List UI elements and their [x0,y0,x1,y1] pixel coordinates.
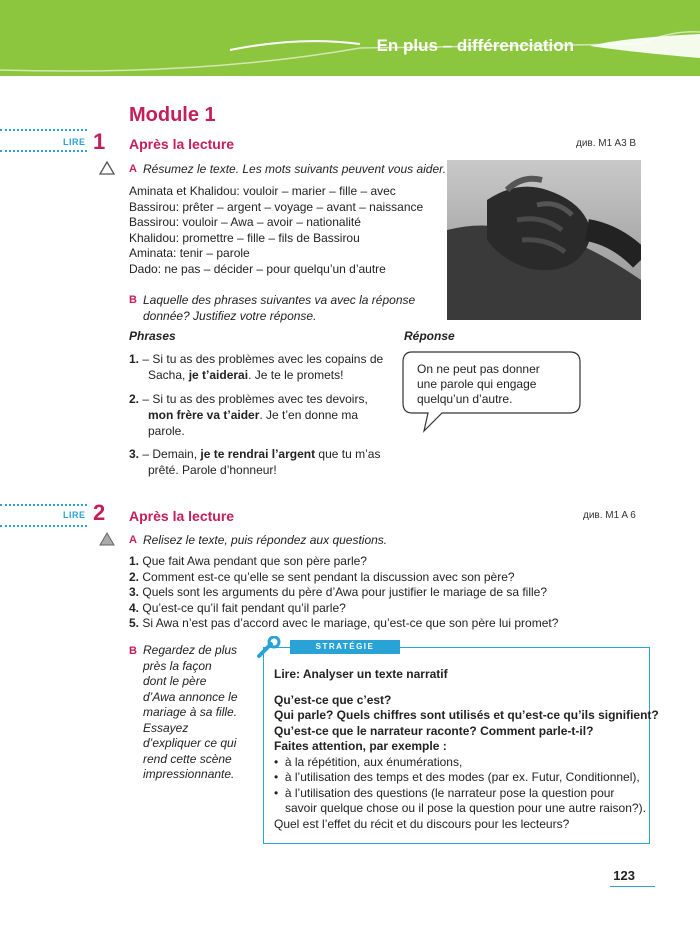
clasped-hands-photo [447,160,641,320]
question-number: 1. [129,554,140,568]
page-number-rule [610,886,655,887]
phrase-number: 2. [129,392,140,406]
phrases-heading: Phrases [129,329,176,343]
phrase-text: parole. [148,424,185,438]
b-line: d’Awa annonce le [143,689,238,704]
section1-dotted-line [0,129,87,131]
b-line: près la façon [143,658,212,673]
header-swoosh-icon [590,34,700,58]
bubble-line: On ne peut pas donner [417,362,540,376]
phrase-item [129,446,380,478]
section2-tag: LIRE [63,510,86,520]
phrase-text: . Je t’en donne ma [259,408,359,422]
b-line: mariage à sa fille. [143,705,238,719]
section2-number: 2 [93,500,106,525]
question-text: Comment est-ce qu’elle se sent pendant la discussion avec son père? [142,569,515,584]
section2-a-letter: A [129,534,137,546]
phrase-text: que tu m’as [315,447,381,461]
phrase-number: 1. [129,352,140,366]
bullet-text: à la répétition, aux énumérations, [284,754,463,769]
phrase-item [129,351,383,383]
reponse-heading: Réponse [404,329,455,343]
section1-ref: див. M1 A3 B [576,138,637,149]
question-number: 5. [129,616,140,630]
strategy-bullet: • à l’utilisation des questions (le narrateur pose la question pour [274,785,615,800]
question-text: Qu’est-ce qu’il fait pendant qu’il parle? [142,600,346,615]
question-list [129,554,558,632]
section1-title: Après la lecture [129,136,235,152]
module-title: Module 1 [129,104,216,126]
page-number: 123 [613,868,635,883]
section2-title: Après la lecture [129,508,235,524]
section2-b-instruction [143,643,238,783]
bullet-text: à l’utilisation des questions (le narrateur pose la question pour [284,785,615,800]
section1-b-instruction [143,293,415,324]
b-line: dont le père [143,674,207,688]
question-item [129,554,558,570]
header-title: En plus – différenciation [376,36,574,55]
bullet-continuation: savoir quelque chose ou il pose la question pour une autre raison?). [285,801,646,815]
question-item [129,585,558,601]
b-line: Essayez [143,720,189,735]
question-item [129,601,558,617]
section1-number: 1 [93,129,106,154]
word-list-item: Bassirou: prêter – argent – voyage – avant – naissance [129,199,424,214]
b-line: impressionnante. [143,767,235,781]
phrase-item [129,391,368,439]
triangle-filled-icon [99,532,115,546]
triangle-icon [99,161,115,175]
section2-dotted-line [0,504,87,506]
strategy-bold-line: Qu’est-ce que le narrateur raconte? Comment parle-t-il? [274,723,594,738]
section1-b-letter: B [129,294,137,306]
section2-dotted-line-bottom [0,525,87,527]
phrase-number: 3. [129,447,140,461]
question-number: 3. [129,585,140,599]
phrase-bold: mon frère va t’aider [148,408,260,422]
header-decoration [0,0,700,76]
bullet-text: à l’utilisation des temps et des modes (par ex. Futur, Conditionnel), [284,770,640,784]
question-text: Que fait Awa pendant que son père parle? [142,554,367,568]
strategy-closing: Quel est l’effet du récit et du discours pour les lecteurs? [274,816,570,831]
word-list-item: Dado: ne pas – décider – pour quelqu’un d’autre [129,261,386,276]
strategy-bullet: • à l’utilisation des temps et des modes (par ex. Futur, Conditionnel), [274,770,640,784]
strategy-title: Lire: Analyser un texte narratif [274,667,448,681]
b-line: rend cette scène [143,751,232,766]
wrench-icon [255,636,285,660]
phrase-text: – Demain, [142,447,201,461]
strategy-badge: STRATÉGIE [290,640,400,654]
strategy-content [274,667,659,832]
question-number: 4. [129,600,140,615]
strategy-bold-line: Qui parle? Quels chiffres sont utilisés et qu’est-ce qu’ils signifient? [274,708,659,722]
phrase-text: prêté. Parole d’honneur! [148,463,277,477]
b-line: Regardez de plus [143,643,238,657]
b-instruction-line: donnée? Justifiez votre réponse. [143,308,317,323]
phrase-bold: je t’aiderai [188,368,249,382]
phrase-text: Sacha, [148,368,189,382]
section1-dotted-line-bottom [0,150,87,152]
section2-b-letter: B [129,645,137,657]
section1-tag: LIRE [63,137,86,147]
strategy-bold-line: Faites attention, par exemple : [274,739,447,753]
phrase-bold: je te rendrai l’argent [200,447,316,461]
section2-ref: див. M1 A 6 [583,510,636,521]
b-line: d’expliquer ce qui [143,736,237,750]
section2-a-instruction: Relisez le texte, puis répondez aux questions. [143,533,388,547]
word-list [129,184,423,277]
bubble-text [417,362,540,407]
phrase-text: . Je te le promets! [248,368,344,382]
section1-a-instruction: Résumez le texte. Les mots suivants peuvent vous aider. [143,162,447,176]
question-number: 2. [129,569,140,584]
word-list-item: Aminata: tenir – parole [129,246,250,260]
question-text: Si Awa n’est pas d’accord avec le mariage, qu’est-ce que son père lui promet? [142,616,559,630]
bubble-line: quelqu’un d’autre. [417,392,513,406]
section1-a-letter: A [129,163,137,175]
b-instruction-line: Laquelle des phrases suivantes va avec la réponse [143,293,416,307]
question-item [129,616,558,632]
strategy-bullet: • à la répétition, aux énumérations, [274,754,463,769]
word-list-item: Aminata et Khalidou: vouloir – marier – fille – avec [129,184,396,198]
bubble-line: une parole qui engage [417,377,537,391]
strategy-bold-line: Qu’est-ce que c’est? [274,692,392,707]
question-item [129,570,558,586]
phrase-text: – Si tu as des problèmes avec tes devoirs, [142,392,368,406]
question-text: Quels sont les arguments du père d’Awa pour justifier le mariage de sa fille? [142,585,548,599]
phrase-text: – Si tu as des problèmes avec les copains de [142,352,384,366]
word-list-item: Khalidou: promettre – fille – fils de Bassirou [129,230,360,245]
word-list-item: Bassirou: vouloir – Awa – avoir – nationalité [129,215,361,229]
